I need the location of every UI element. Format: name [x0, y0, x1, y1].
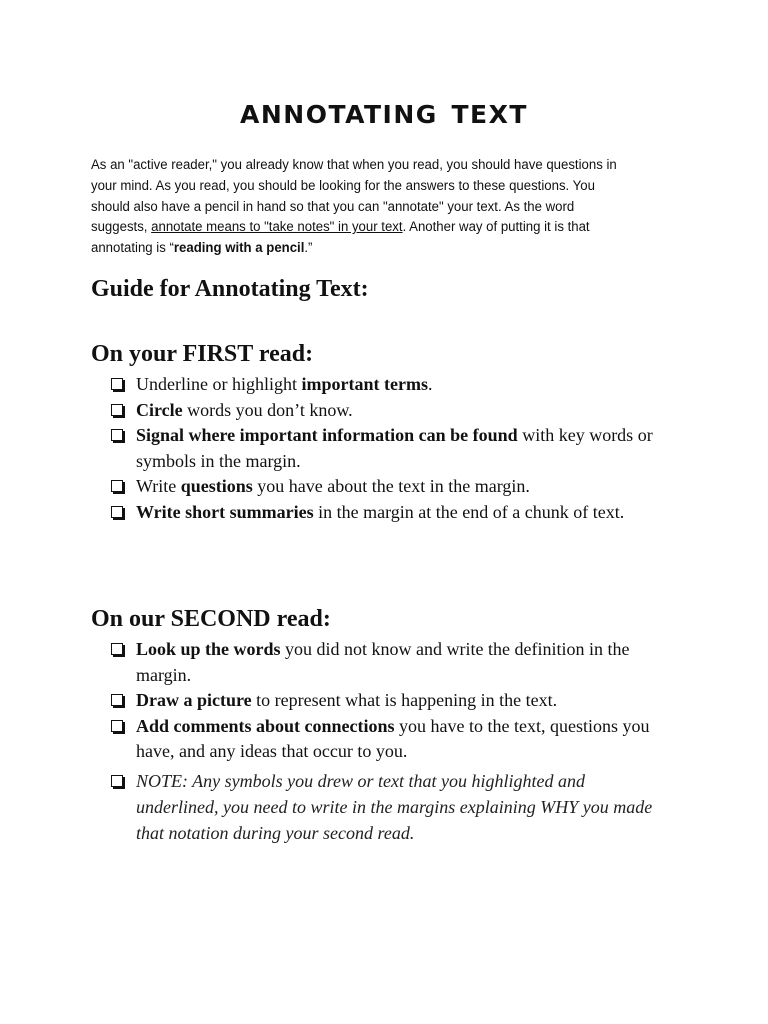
item-text: with key words or symbols in the margin. — [136, 425, 653, 471]
intro-underlined: annotate means to "take notes" in your text — [151, 219, 403, 236]
intro-paragraph — [91, 155, 630, 259]
checkbox-icon — [111, 775, 123, 787]
first-read-list — [110, 372, 670, 525]
first-read-heading — [91, 341, 313, 368]
list-item — [110, 637, 670, 688]
item-text: in the margin at the end of a chunk of text. — [313, 501, 625, 522]
item-text: . — [427, 374, 433, 394]
checkbox-icon — [111, 643, 123, 655]
item-text: to represent what is happening in the text. — [251, 690, 558, 710]
item-text: Underline or highlight — [136, 374, 302, 394]
list-item — [110, 500, 670, 526]
item-bold: Draw a picture — [136, 690, 252, 710]
first-read-heading-emph: FIRST read: — [182, 341, 314, 367]
checkbox-icon — [111, 720, 123, 732]
second-read-heading-emph: SECOND read: — [170, 606, 331, 632]
checkbox-icon — [111, 506, 123, 518]
list-item — [110, 714, 670, 765]
first-read-heading-prefix: On your — [91, 341, 183, 367]
list-item — [110, 474, 670, 500]
checkbox-icon — [111, 404, 123, 416]
item-bold: Circle — [136, 399, 183, 420]
item-bold: Add comments about connections — [136, 715, 395, 736]
list-item — [110, 398, 670, 424]
item-bold: Write short summaries — [136, 501, 314, 522]
list-item — [110, 372, 670, 398]
checkbox-icon — [111, 378, 123, 390]
guide-heading: Guide for Annotating Text: — [91, 276, 369, 302]
item-text: you have to the text, questions you have, and any ideas that occur to you. — [136, 715, 650, 761]
second-read-list — [110, 637, 670, 765]
page-title: annotating text — [240, 92, 528, 132]
checkbox-icon — [111, 480, 123, 492]
intro-bold: reading with a pencil — [173, 240, 305, 257]
item-bold: questions — [180, 476, 253, 496]
second-read-heading-prefix: On our — [91, 606, 171, 632]
intro-text-3: .” — [304, 240, 313, 257]
item-text: Write — [136, 476, 181, 496]
intro-text-1: As an "active reader," you already know that when you read, you should have questions in your mind. As you read, you should be looking for the answers to these questions. You should also have a pencil in hand so that you can "annotate" your text. As the word suggests, — [91, 157, 617, 236]
intro-text-2: . Another way of putting it is that annotating is “ — [91, 219, 590, 257]
item-bold: important terms — [301, 374, 428, 394]
checkbox-icon — [111, 694, 123, 706]
note-paragraph — [110, 768, 670, 846]
item-text: you did not know and write the definition in the margin. — [136, 639, 630, 685]
item-bold: Look up the words — [136, 639, 281, 659]
list-item — [110, 423, 670, 474]
second-read-heading — [91, 606, 331, 633]
list-item — [110, 688, 670, 714]
item-text: you have about the text in the margin. — [252, 476, 530, 496]
note-text: NOTE: Any symbols you drew or text that you highlighted and underlined, you need to write in the margins explaining WHY you made that notation during your second read. — [136, 771, 653, 843]
checkbox-icon — [111, 429, 123, 441]
item-text: words you don’t know. — [182, 399, 353, 420]
item-bold: Signal where important information can be found — [136, 425, 518, 445]
